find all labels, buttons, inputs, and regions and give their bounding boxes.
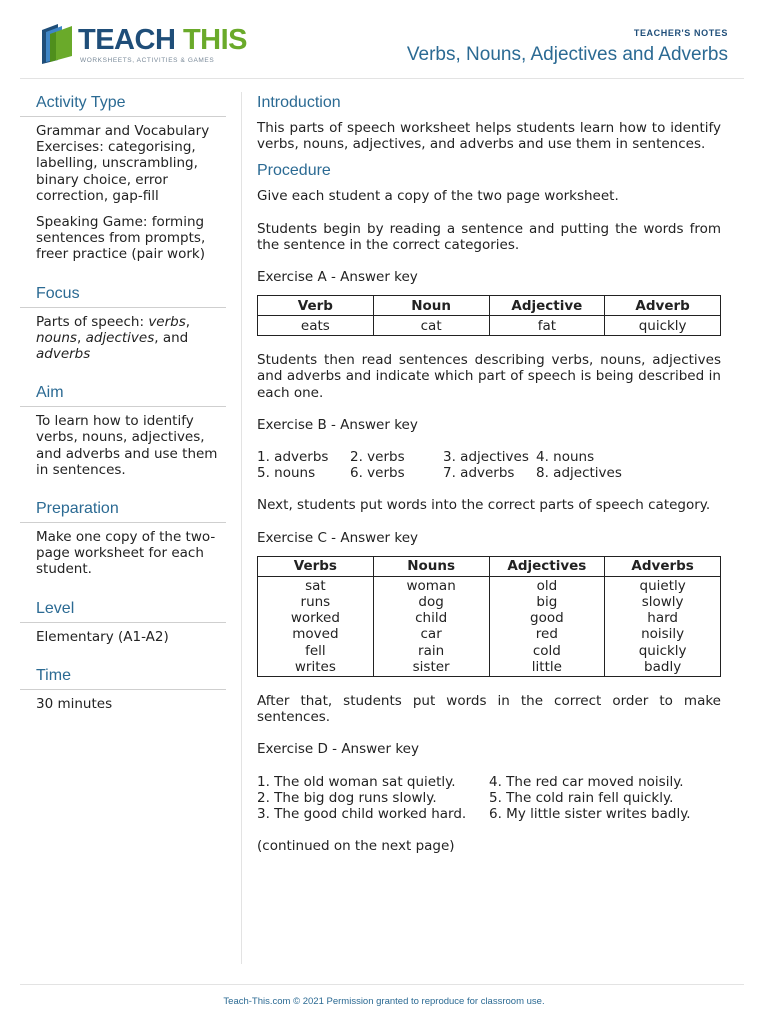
exercise-a-header: Adverb xyxy=(605,296,721,316)
page-title: Verbs, Nouns, Adjectives and Adverbs xyxy=(406,44,728,65)
focus-verbs: verbs xyxy=(148,313,186,330)
exercise-c-cell: good xyxy=(530,610,564,627)
exercise-b-label: Exercise B - Answer key xyxy=(257,416,418,433)
aim-text: To learn how to identify verbs, nouns, adjectives, and adverbs and use them in sentences. xyxy=(36,413,218,478)
teach-this-logo[interactable] xyxy=(36,22,248,70)
exercise-b-item: 2. verbs xyxy=(350,449,405,466)
activity-type-text-2: Speaking Game: forming sentences from prompts, freer practice (pair work) xyxy=(36,214,206,263)
exercise-b-answers xyxy=(257,449,721,481)
exercise-a-cell: cat xyxy=(373,316,489,336)
exercise-c-cell: cold xyxy=(532,642,561,659)
focus-text: Parts of speech: verbs, nouns, adjectives, and adverbs xyxy=(36,313,191,363)
exercise-c-cell: hard xyxy=(647,610,678,627)
logo-teach: TEACH xyxy=(78,24,176,56)
exercise-b-item: 5. nouns xyxy=(257,465,316,482)
exercise-c-cell: dog xyxy=(418,594,444,611)
exercise-c-header: Adjectives xyxy=(489,556,605,576)
exercise-c-cell: sat xyxy=(305,577,326,594)
activity-type-text-1: Grammar and Vocabulary Exercises: categorising, labelling, unscrambling, binary choice, error correction, gap-fill xyxy=(36,123,210,204)
exercise-c-cell: woman xyxy=(406,577,456,594)
exercise-c-cell: moved xyxy=(292,626,339,643)
exercise-d-label: Exercise D - Answer key xyxy=(257,741,419,758)
level-text: Elementary (A1-A2) xyxy=(36,628,169,645)
focus-adverbs: adverbs xyxy=(36,346,91,363)
teachers-notes-label: TEACHER'S NOTES xyxy=(633,28,728,38)
exercise-c-cell: big xyxy=(536,594,558,611)
exercise-c-cell: worked xyxy=(290,610,340,627)
exercise-a-header: Adjective xyxy=(489,296,605,316)
exercise-b-item: 3. adjectives xyxy=(443,449,529,466)
preparation-heading: Preparation xyxy=(20,500,226,523)
procedure-step-4: Next, students put words into the correct parts of speech category. xyxy=(257,497,711,514)
exercise-b-item: 6. verbs xyxy=(350,465,405,482)
exercise-c-cell: car xyxy=(420,626,442,643)
exercise-c-header: Nouns xyxy=(373,556,489,576)
footer-divider xyxy=(20,984,744,985)
exercise-c-cell: fell xyxy=(305,642,326,659)
exercise-b-item: 8. adjectives xyxy=(536,465,622,482)
exercise-c-cell: child xyxy=(415,610,448,627)
exercise-b-item: 7. adverbs xyxy=(443,465,515,482)
exercise-c-cell: noisily xyxy=(641,626,685,643)
procedure-step-3: Students then read sentences describing verbs, nouns, adjectives and adverbs and indicate which part of speech is being described in each one. xyxy=(257,352,721,401)
exercise-c-cell: badly xyxy=(644,658,682,675)
focus-section xyxy=(20,285,226,363)
preparation-text: Make one copy of the two-page worksheet for each student. xyxy=(36,529,216,578)
exercise-d-item: 5. The cold rain fell quickly. xyxy=(489,789,674,806)
exercise-d-item: 6. My little sister writes badly. xyxy=(489,806,691,823)
focus-heading: Focus xyxy=(20,285,226,308)
level-section xyxy=(20,600,226,645)
continued-note: (continued on the next page) xyxy=(257,838,455,855)
exercise-b-item: 4. nouns xyxy=(536,449,595,466)
time-text: 30 minutes xyxy=(36,695,113,712)
exercise-c-cell: quickly xyxy=(638,642,687,659)
procedure-heading: Procedure xyxy=(257,162,331,180)
exercise-c-cell: old xyxy=(536,577,558,594)
introduction-text: This parts of speech worksheet helps students learn how to identify verbs, nouns, adjectives, and adverbs and use them in sentences. xyxy=(257,120,721,153)
exercise-a-header: Noun xyxy=(373,296,489,316)
activity-type-section xyxy=(20,94,226,263)
preparation-section xyxy=(20,500,226,578)
aim-heading: Aim xyxy=(20,384,226,407)
page-header xyxy=(0,0,768,80)
exercise-d-item: 3. The good child worked hard. xyxy=(257,806,467,823)
time-heading: Time xyxy=(20,667,226,690)
column-divider xyxy=(241,92,242,964)
exercise-a-header: Verb xyxy=(258,296,374,316)
exercise-a-label: Exercise A - Answer key xyxy=(257,269,418,286)
focus-nouns: nouns xyxy=(36,329,77,346)
exercise-c-nouns-column xyxy=(373,576,489,676)
exercise-c-label: Exercise C - Answer key xyxy=(257,529,418,546)
exercise-c-cell: rain xyxy=(418,642,445,659)
sidebar xyxy=(20,94,226,734)
exercise-c-verbs-column xyxy=(258,576,374,676)
aim-section xyxy=(20,384,226,478)
exercise-a-table xyxy=(257,295,721,336)
exercise-b-item: 1. adverbs xyxy=(257,449,329,466)
exercise-c-header: Adverbs xyxy=(605,556,721,576)
logo-tagline: WORKSHEETS, ACTIVITIES & GAMES xyxy=(80,57,215,64)
exercise-d-item: 2. The big dog runs slowly. xyxy=(257,789,437,806)
book-icon xyxy=(36,22,76,66)
footer-copyright: Teach-This.com © 2021 Permission granted to reproduce for classroom use. xyxy=(223,996,545,1007)
exercise-c-cell: sister xyxy=(412,658,450,675)
exercise-c-adverbs-column xyxy=(605,576,721,676)
logo-this: THIS xyxy=(182,24,248,56)
procedure-step-2: Students begin by reading a sentence and putting the words from the sentence in the correct categories. xyxy=(257,220,721,253)
procedure-step-5: After that, students put words in the correct order to make sentences. xyxy=(257,693,721,726)
exercise-d-item: 1. The old woman sat quietly. xyxy=(257,773,456,790)
exercise-c-cell: slowly xyxy=(641,594,684,611)
time-section xyxy=(20,667,226,712)
exercise-c-cell: red xyxy=(535,626,558,643)
exercise-a-cell: fat xyxy=(489,316,605,336)
exercise-a-cell: eats xyxy=(258,316,374,336)
procedure-step-1: Give each student a copy of the two page worksheet. xyxy=(257,188,619,205)
introduction-heading: Introduction xyxy=(257,94,341,111)
level-heading: Level xyxy=(20,600,226,623)
exercise-c-cell: little xyxy=(531,658,562,675)
exercise-c-cell: runs xyxy=(300,594,331,611)
focus-adjectives: adjectives xyxy=(85,329,155,346)
logo-wordmark xyxy=(78,24,247,57)
exercise-d-item: 4. The red car moved noisily. xyxy=(489,773,684,790)
exercise-d-answers xyxy=(257,774,721,823)
exercise-a-cell: quickly xyxy=(605,316,721,336)
exercise-c-cell: quietly xyxy=(639,577,686,594)
exercise-c-table xyxy=(257,556,721,677)
exercise-c-header: Verbs xyxy=(258,556,374,576)
header-divider xyxy=(20,78,744,79)
activity-type-heading: Activity Type xyxy=(20,94,226,117)
main-content xyxy=(257,94,721,854)
exercise-c-adjectives-column xyxy=(489,576,605,676)
exercise-c-cell: writes xyxy=(294,658,336,675)
